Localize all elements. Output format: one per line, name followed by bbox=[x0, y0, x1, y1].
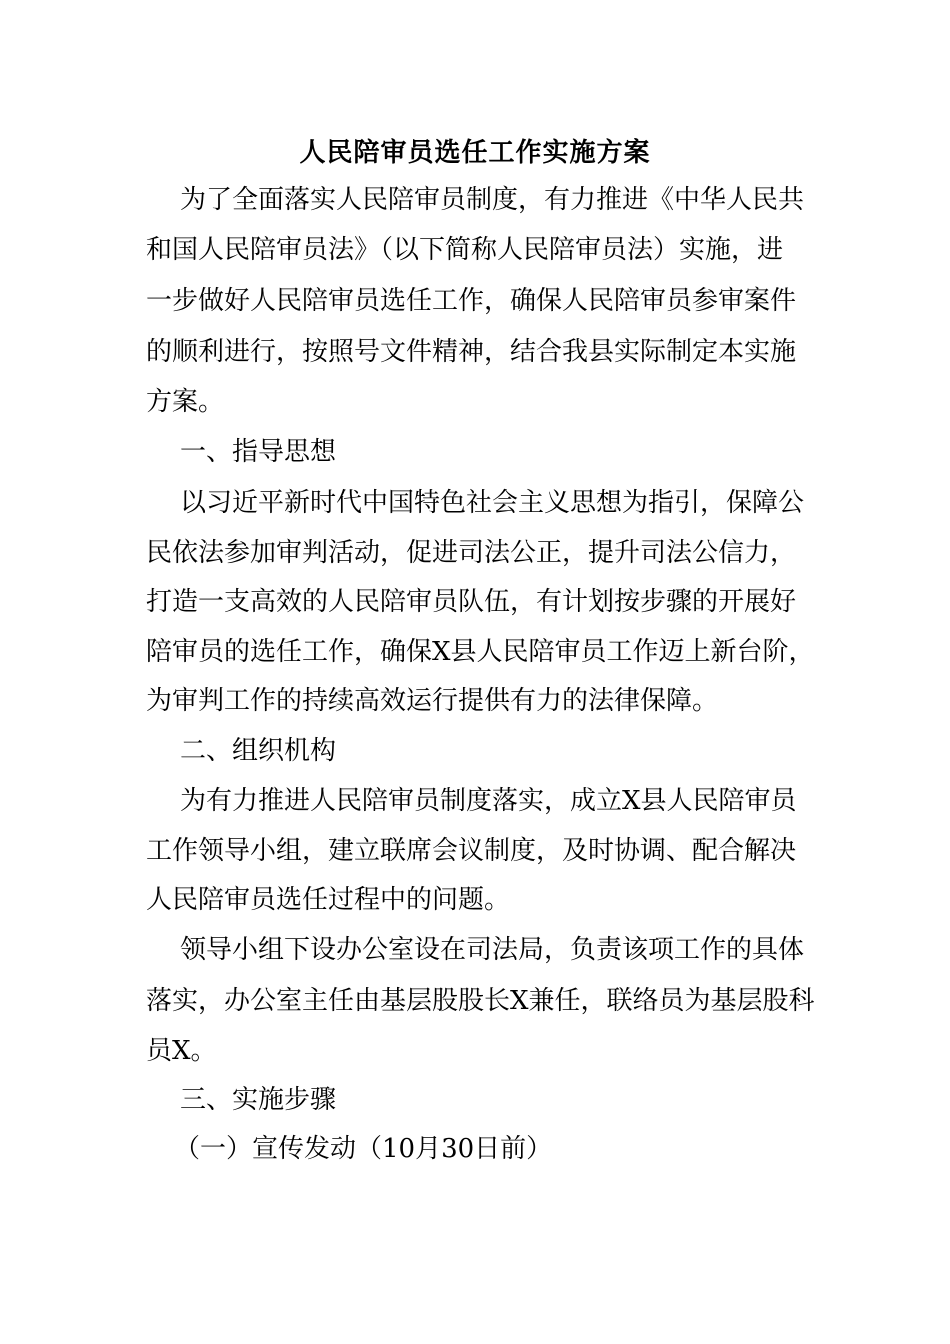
section-heading-organization: 二、组织机构 bbox=[180, 736, 337, 766]
paragraph-line: 以习近平新时代中国特色社会主义思想为指引，保障公 bbox=[180, 488, 805, 518]
paragraph-line: 人民陪审员选任过程中的问题。 bbox=[146, 885, 511, 915]
section-heading-guiding-ideology: 一、指导思想 bbox=[180, 437, 337, 467]
paragraph-line: 为了全面落实人民陪审员制度，有力推进《中华人民共 bbox=[180, 185, 805, 215]
paragraph-line: 陪审员的选任工作，确保X县人民陪审员工作迈上新台阶， bbox=[146, 637, 815, 667]
paragraph-line: 和国人民陪审员法》（以下简称人民陪审员法）实施，进 bbox=[146, 235, 784, 265]
section-heading-implementation-steps: 三、实施步骤 bbox=[180, 1085, 337, 1115]
paragraph-line: 打造一支高效的人民陪审员队伍，有计划按步骤的开展好 bbox=[146, 587, 797, 617]
paragraph-line: 方案。 bbox=[146, 387, 225, 417]
paragraph-line: 员X。 bbox=[146, 1036, 217, 1066]
paragraph-line: 领导小组下设办公室设在司法局，负责该项工作的具体 bbox=[180, 935, 805, 965]
document-title: 人民陪审员选任工作实施方案 bbox=[299, 138, 651, 168]
paragraph-line: 为有力推进人民陪审员制度落实，成立X县人民陪审员 bbox=[180, 786, 797, 816]
paragraph-line: 民依法参加审判活动，促进司法公正，提升司法公信力， bbox=[146, 538, 797, 568]
paragraph-line: 的顺利进行，按照号文件精神，结合我县实际制定本实施 bbox=[146, 337, 797, 367]
subsection-heading-publicity: （一）宣传发动（10月30日前） bbox=[174, 1134, 553, 1164]
paragraph-line: 为审判工作的持续高效运行提供有力的法律保障。 bbox=[146, 686, 719, 716]
paragraph-line: 一步做好人民陪审员选任工作，确保人民陪审员参审案件 bbox=[146, 286, 797, 316]
paragraph-line: 工作领导小组，建立联席会议制度，及时协调、配合解决 bbox=[146, 836, 797, 866]
paragraph-line: 落实，办公室主任由基层股股长X兼任，联络员为基层股科 bbox=[146, 986, 815, 1016]
